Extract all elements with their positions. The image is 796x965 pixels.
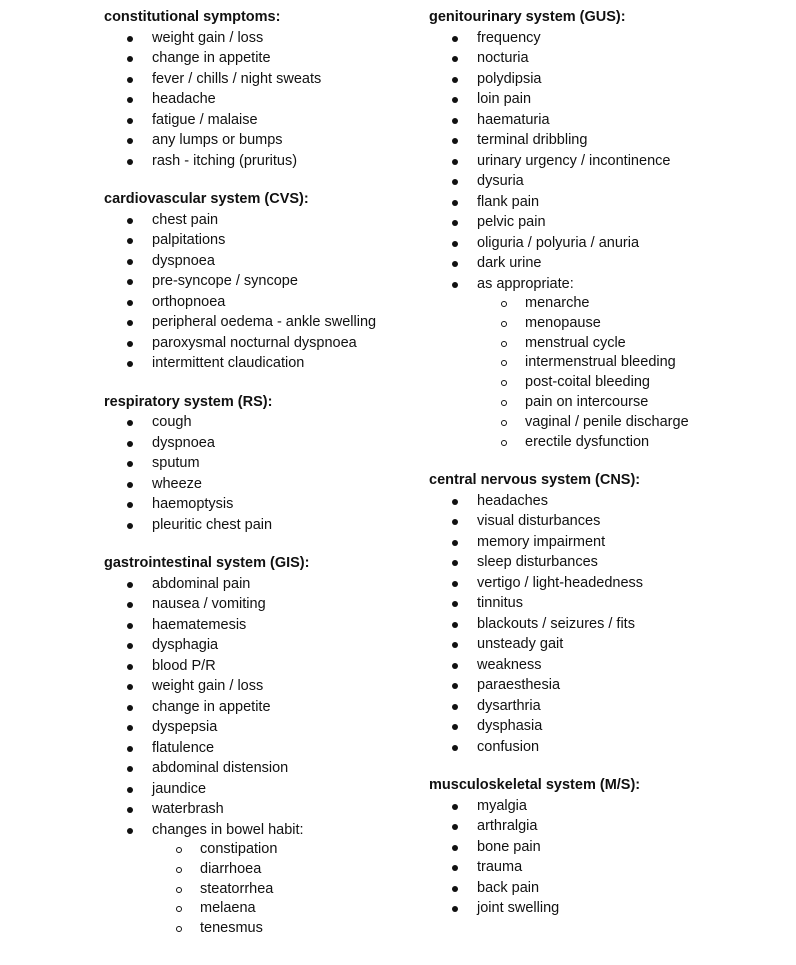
section-heading: musculoskeletal system (M/S): xyxy=(429,777,641,794)
sub-list-item xyxy=(104,860,424,880)
list-item xyxy=(104,574,424,595)
list-item-text: myalgia xyxy=(477,797,527,814)
list-item-text: blackouts / seizures / fits xyxy=(477,615,635,632)
sub-list-item-text: menstrual cycle xyxy=(525,334,626,351)
list-item xyxy=(429,491,789,512)
list-item-text: headaches xyxy=(477,492,548,509)
sub-list-item xyxy=(104,899,424,919)
list-item-text: change in appetite xyxy=(152,698,271,715)
list-item-text: unsteady gait xyxy=(477,636,564,653)
section-heading: genitourinary system (GUS): xyxy=(429,9,626,25)
list-item xyxy=(429,171,789,192)
bullet-icon xyxy=(452,745,458,751)
list-item xyxy=(429,878,789,899)
sub-list-item-text: erectile dysfunction xyxy=(525,433,650,450)
list-item-text: back pain xyxy=(477,879,540,896)
list-item-text: dysarthria xyxy=(477,697,541,714)
bullet-icon xyxy=(452,138,458,144)
bullet-icon xyxy=(452,200,458,206)
list-item-text: orthopnoea xyxy=(152,293,226,310)
list-item xyxy=(104,48,424,69)
symptom-list xyxy=(104,210,424,374)
section-heading: central nervous system (CNS): xyxy=(429,472,641,489)
list-item xyxy=(429,511,789,532)
list-item xyxy=(104,635,424,656)
bullet-icon xyxy=(452,622,458,628)
list-item xyxy=(104,230,424,251)
list-item xyxy=(104,130,424,151)
bullet-icon xyxy=(452,540,458,546)
section-musculoskeletal-system-m-s xyxy=(429,775,789,919)
bullet-icon xyxy=(452,261,458,267)
list-item-text: dysuria xyxy=(477,173,524,189)
bullet-icon xyxy=(452,663,458,669)
bullet-icon xyxy=(452,804,458,810)
sub-list-item xyxy=(104,840,424,860)
list-item-text: polydipsia xyxy=(477,70,542,87)
list-item-text: peripheral oedema - ankle swelling xyxy=(152,314,377,330)
list-item xyxy=(429,593,789,614)
list-item-text: dysphagia xyxy=(152,637,219,653)
bullet-icon xyxy=(452,241,458,247)
list-item xyxy=(104,353,424,374)
list-item-text: sputum xyxy=(152,455,200,471)
section-gastrointestinal-system-gis xyxy=(104,553,424,939)
hollow-bullet-icon xyxy=(176,847,182,853)
bullet-icon xyxy=(452,683,458,689)
list-item-text: memory impairment xyxy=(477,533,606,550)
symptom-list xyxy=(104,28,424,172)
list-item xyxy=(429,233,789,254)
bullet-icon xyxy=(127,828,133,834)
bullet-icon xyxy=(127,725,133,731)
list-item-text: rash - itching (pruritus) xyxy=(152,152,298,169)
bullet-icon xyxy=(127,300,133,306)
list-item xyxy=(104,779,424,800)
list-item xyxy=(429,716,789,737)
sub-list-item xyxy=(429,334,789,354)
list-item-text: change in appetite xyxy=(152,50,271,66)
list-item-text: sleep disturbances xyxy=(477,554,598,571)
bullet-icon xyxy=(452,77,458,83)
list-item-text: haematemesis xyxy=(152,616,247,633)
list-item xyxy=(104,758,424,779)
sub-list-item xyxy=(104,919,424,939)
list-item xyxy=(104,738,424,759)
bullet-icon xyxy=(127,807,133,813)
list-item xyxy=(104,717,424,738)
section-heading: constitutional symptoms: xyxy=(104,9,281,25)
bullet-icon xyxy=(452,282,458,288)
sub-list-item xyxy=(104,880,424,900)
list-item-text: chest pain xyxy=(152,211,219,228)
hollow-bullet-icon xyxy=(501,400,507,406)
bullet-icon xyxy=(452,519,458,525)
hollow-bullet-icon xyxy=(501,341,507,347)
list-item-text: headache xyxy=(152,91,216,107)
bullet-icon xyxy=(127,684,133,690)
sub-list-item-text: steatorrhea xyxy=(200,880,274,897)
list-item-text: palpitations xyxy=(152,232,226,248)
list-item xyxy=(104,594,424,615)
list-item xyxy=(429,816,789,837)
list-item xyxy=(429,192,789,213)
bullet-icon xyxy=(127,502,133,508)
list-item xyxy=(429,130,789,151)
bullet-icon xyxy=(127,461,133,467)
sub-list-item-text: melaena xyxy=(200,900,256,917)
list-item xyxy=(429,110,789,131)
sub-list-item xyxy=(429,314,789,334)
bullet-icon xyxy=(452,97,458,103)
bullet-icon xyxy=(127,159,133,165)
section-central-nervous-system-cns xyxy=(429,470,789,757)
list-item-text: cough xyxy=(152,414,192,430)
list-item xyxy=(429,796,789,817)
list-item-text: weight gain / loss xyxy=(152,678,264,694)
bullet-icon xyxy=(127,361,133,367)
list-item xyxy=(429,857,789,878)
list-item xyxy=(104,799,424,820)
list-item xyxy=(104,515,424,536)
list-item xyxy=(104,312,424,333)
list-item xyxy=(429,532,789,553)
list-item xyxy=(429,837,789,858)
symptom-list xyxy=(104,574,424,939)
bullet-icon xyxy=(127,787,133,793)
list-item-text: wheeze xyxy=(152,475,202,492)
bullet-icon xyxy=(127,77,133,83)
bullet-icon xyxy=(452,560,458,566)
list-item-text: tinnitus xyxy=(477,595,523,612)
list-item xyxy=(104,89,424,110)
sub-list-item xyxy=(429,433,789,453)
list-item-text: nausea / vomiting xyxy=(152,596,266,612)
list-item-text: oliguria / polyuria / anuria xyxy=(477,234,640,251)
sub-list-item-text: tenesmus xyxy=(200,920,263,937)
bullet-icon xyxy=(127,664,133,670)
sub-list-item xyxy=(429,413,789,433)
sub-list-item xyxy=(429,353,789,373)
bullet-icon xyxy=(127,238,133,244)
hollow-bullet-icon xyxy=(501,420,507,426)
bullet-icon xyxy=(452,704,458,710)
list-item-text: dyspnoea xyxy=(152,252,215,269)
symptom-list xyxy=(104,412,424,535)
list-item xyxy=(104,271,424,292)
bullet-icon xyxy=(452,886,458,892)
list-item xyxy=(104,433,424,454)
list-item-text: paraesthesia xyxy=(477,677,561,694)
bullet-icon xyxy=(127,341,133,347)
list-item-text: pleuritic chest pain xyxy=(152,516,273,533)
list-item xyxy=(429,573,789,594)
bullet-icon xyxy=(452,118,458,124)
sub-list-item xyxy=(429,393,789,413)
sub-list-item xyxy=(429,373,789,393)
list-item-text: arthralgia xyxy=(477,818,538,835)
list-item-text: dyspepsia xyxy=(152,719,218,735)
list-item xyxy=(429,48,789,69)
sub-list-item-text: constipation xyxy=(200,841,278,857)
sub-list-item-text: menarche xyxy=(525,295,590,311)
list-item-text: jaundice xyxy=(152,780,207,797)
bullet-icon xyxy=(127,420,133,426)
bullet-icon xyxy=(127,36,133,42)
bullet-icon xyxy=(452,581,458,587)
bullet-icon xyxy=(127,746,133,752)
list-item-text: urinary urgency / incontinence xyxy=(477,152,671,169)
list-item xyxy=(104,494,424,515)
list-item-text: flank pain xyxy=(477,193,540,210)
bullet-icon xyxy=(127,623,133,629)
bullet-icon xyxy=(452,845,458,851)
list-item-text: confusion xyxy=(477,738,540,755)
list-item-text: pre-syncope / syncope xyxy=(152,273,298,289)
bullet-icon xyxy=(452,36,458,42)
list-item xyxy=(104,656,424,677)
list-item xyxy=(104,820,424,841)
bullet-icon xyxy=(452,865,458,871)
list-item xyxy=(429,28,789,49)
sub-list-item-text: diarrhoea xyxy=(200,860,262,877)
list-item xyxy=(429,737,789,758)
section-constitutional-symptoms xyxy=(104,7,424,171)
section-genitourinary-system-gus xyxy=(429,7,789,452)
hollow-bullet-icon xyxy=(176,906,182,912)
list-item-text: blood P/R xyxy=(152,657,216,674)
list-item-text: weight gain / loss xyxy=(152,29,264,46)
bullet-icon xyxy=(127,441,133,447)
list-item xyxy=(429,212,789,233)
list-item-text: dysphasia xyxy=(477,718,543,735)
list-item-text: fever / chills / night sweats xyxy=(152,70,322,87)
list-item-text: weakness xyxy=(477,656,542,673)
list-item-text: haemoptysis xyxy=(152,496,234,512)
list-item xyxy=(104,210,424,231)
section-heading: gastrointestinal system (GIS): xyxy=(104,555,310,571)
bullet-icon xyxy=(127,97,133,103)
left-column xyxy=(104,7,424,957)
list-item-text: dark urine xyxy=(477,255,542,271)
bullet-icon xyxy=(127,118,133,124)
list-item xyxy=(429,696,789,717)
hollow-bullet-icon xyxy=(176,887,182,893)
bullet-icon xyxy=(127,259,133,265)
list-item xyxy=(104,474,424,495)
list-item xyxy=(429,253,789,274)
right-column xyxy=(429,7,789,937)
list-item xyxy=(104,28,424,49)
bullet-icon xyxy=(452,499,458,505)
hollow-bullet-icon xyxy=(176,867,182,873)
list-item-text: any lumps or bumps xyxy=(152,132,283,148)
list-item-text: joint swelling xyxy=(477,900,560,917)
list-item xyxy=(104,69,424,90)
sub-list-item-text: vaginal / penile discharge xyxy=(525,413,689,430)
list-item-text: nocturia xyxy=(477,50,529,66)
bullet-icon xyxy=(452,724,458,730)
sub-list-item-text: menopause xyxy=(525,314,601,331)
bullet-icon xyxy=(127,705,133,711)
hollow-bullet-icon xyxy=(501,301,507,307)
list-item xyxy=(429,675,789,696)
section-heading: cardiovascular system (CVS): xyxy=(104,191,309,207)
list-item xyxy=(104,251,424,272)
list-item-text: changes in bowel habit: xyxy=(152,821,304,838)
list-item-text: as appropriate: xyxy=(477,275,574,292)
bullet-icon xyxy=(452,824,458,830)
list-item-text: vertigo / light-headedness xyxy=(477,574,644,591)
list-item-text: frequency xyxy=(477,29,541,46)
bullet-icon xyxy=(127,602,133,608)
hollow-bullet-icon xyxy=(501,440,507,446)
sub-list-item-text: post-coital bleeding xyxy=(525,374,650,391)
bullet-icon xyxy=(127,643,133,649)
list-item-text: paroxysmal nocturnal dyspnoea xyxy=(152,334,357,351)
list-item-text: fatigue / malaise xyxy=(152,111,258,128)
sub-list-item xyxy=(429,294,789,314)
list-item-text: pelvic pain xyxy=(477,214,546,230)
section-heading: respiratory system (RS): xyxy=(104,393,273,410)
bullet-icon xyxy=(452,601,458,607)
list-item xyxy=(429,614,789,635)
list-item xyxy=(429,898,789,919)
list-item-text: haematuria xyxy=(477,111,550,128)
bullet-icon xyxy=(127,482,133,488)
list-item xyxy=(104,110,424,131)
list-item xyxy=(104,453,424,474)
bullet-icon xyxy=(452,179,458,185)
list-item xyxy=(429,552,789,573)
bullet-icon xyxy=(452,220,458,226)
list-item-text: bone pain xyxy=(477,838,541,855)
list-item xyxy=(104,292,424,313)
bullet-icon xyxy=(452,159,458,165)
list-item-text: terminal dribbling xyxy=(477,132,588,148)
bullet-icon xyxy=(452,906,458,912)
hollow-bullet-icon xyxy=(176,926,182,932)
list-item-text: abdominal distension xyxy=(152,760,289,776)
list-item-text: dyspnoea xyxy=(152,434,215,451)
list-item-text: waterbrash xyxy=(152,801,224,817)
symptom-list xyxy=(429,28,789,453)
list-item xyxy=(429,69,789,90)
list-item-text: abdominal pain xyxy=(152,575,251,592)
bullet-icon xyxy=(452,56,458,62)
list-item xyxy=(429,89,789,110)
list-item-text: visual disturbances xyxy=(477,513,601,530)
hollow-bullet-icon xyxy=(501,321,507,327)
bullet-icon xyxy=(127,766,133,772)
list-item xyxy=(104,333,424,354)
bullet-icon xyxy=(127,138,133,144)
sub-list-item-text: pain on intercourse xyxy=(525,393,649,410)
section-cardiovascular-system-cvs xyxy=(104,189,424,374)
bullet-icon xyxy=(127,56,133,62)
bullet-icon xyxy=(127,218,133,224)
list-item xyxy=(429,634,789,655)
list-item xyxy=(429,274,789,295)
list-item-text: flatulence xyxy=(152,739,215,756)
list-item-text: intermittent claudication xyxy=(152,355,305,371)
sub-list-item-text: intermenstrual bleeding xyxy=(525,354,676,371)
hollow-bullet-icon xyxy=(501,380,507,386)
list-item xyxy=(104,151,424,172)
list-item-text: loin pain xyxy=(477,91,532,107)
list-item xyxy=(104,615,424,636)
bullet-icon xyxy=(127,320,133,326)
list-item xyxy=(429,151,789,172)
list-item xyxy=(429,655,789,676)
symptom-list xyxy=(429,796,789,919)
hollow-bullet-icon xyxy=(501,360,507,366)
bullet-icon xyxy=(452,642,458,648)
bullet-icon xyxy=(127,523,133,529)
list-item xyxy=(104,697,424,718)
list-item-text: trauma xyxy=(477,859,523,876)
symptom-list xyxy=(429,491,789,758)
bullet-icon xyxy=(127,582,133,588)
list-item xyxy=(104,412,424,433)
bullet-icon xyxy=(127,279,133,285)
list-item xyxy=(104,676,424,697)
section-respiratory-system-rs xyxy=(104,392,424,536)
